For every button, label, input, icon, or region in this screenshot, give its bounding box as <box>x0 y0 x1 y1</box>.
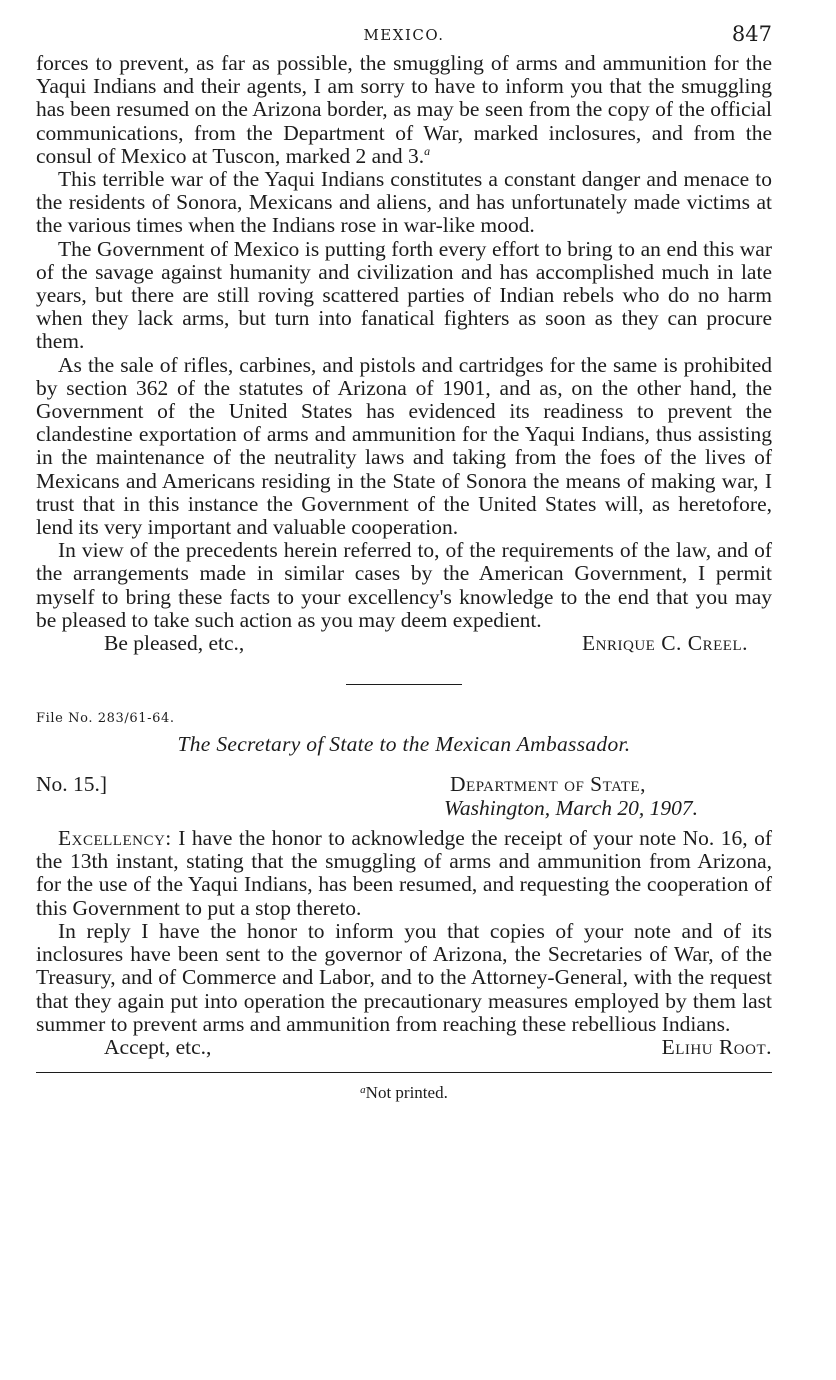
file-number: File No. 283/61-64. <box>36 711 175 727</box>
letter-body-1 <box>36 52 772 656</box>
paragraph: In reply I have the honor to inform you that copies of your note and of its inclosures have been sent to the governor of Arizona, the Secretaries of War, of the Treasury, and of Commerce and Labor, and to the Attorney-General, with the request that they again put into operation the precautionary measures employed by them last summer to prevent arms and ammunition from reaching these rebellious Indians. <box>36 918 772 1036</box>
paragraph-salutation: Excellency: I have the honor to acknowledge the receipt of your note No. 16, of the 13th instant, stating that the smuggling of arms and ammunition from Arizona, for the use of the Yaqui Indians, has been resumed, and requesting the cooperation of this Government to put a stop thereto. <box>36 826 772 920</box>
salutation: Excellency: <box>58 826 172 851</box>
running-head-title: MEXICO. <box>363 26 445 44</box>
place-date: Washington, March 20, 1907. <box>444 796 699 821</box>
footnote <box>36 1083 772 1103</box>
document-page <box>36 18 772 1103</box>
paragraph: The Government of Mexico is putting forth every effort to bring to an end this war of the savage against humanity and civilization and has accomplished much in late years, but there are still roving scattered parties of Indian rebels who do no harm when they lack arms, but turn into fanatical fighters as soon as they can procure them. <box>36 236 772 354</box>
paragraph: This terrible war of the Yaqui Indians constitutes a constant danger and menace to the residents of Sonora, Mexicans and aliens, and has unfortunately made victims at the various times when the Indians rose in war-like mood. <box>36 167 772 238</box>
footnote-marker: a <box>360 1083 366 1096</box>
signature: Enrique C. Creel. <box>582 631 748 656</box>
section-divider <box>346 684 462 685</box>
letter-title: The Secretary of State to the Mexican Ambassador. <box>177 732 631 757</box>
paragraph-continued: forces to prevent, as far as possible, the smuggling of arms and ammunition for the Yaqui Indians and their agents, I am sorry to have to inform you that the smuggling has been resumed on the Arizona border, as may be seen from the copy of the official communications, from the Department of War, marked inclosures, and from the consul of Mexico at Tuscon, marked 2 and 3.$^a$ <box>36 51 772 168</box>
closing-2 <box>36 1036 772 1060</box>
page-number: 847 <box>731 22 772 46</box>
footnote-text: Not printed. <box>365 1082 448 1102</box>
letter-number: No. 15.] <box>36 772 108 797</box>
footnote-reference: a <box>424 143 431 158</box>
letter-heading <box>36 771 772 827</box>
paragraph: In view of the precedents herein referred to, of the requirements of the law, and of the arrangements made in similar cases by the American Government, I permit myself to bring these facts to your excellency's knowledge to the end that you may be pleased to take such action as you may deem expedient. <box>36 538 772 632</box>
running-head <box>36 18 772 52</box>
closing-phrase: Accept, etc., <box>104 1034 212 1059</box>
footnote-rule <box>36 1072 772 1073</box>
department: Department of State, <box>450 772 646 797</box>
closing-1 <box>36 632 772 656</box>
paragraph: As the sale of rifles, carbines, and pistols and cartridges for the same is prohibited by section 362 of the statutes of Arizona of 1901, and as, on the other hand, the Government of the United States has evidenced its readiness to prevent the clandestine exportation of arms and ammunition for the Yaqui Indians, thus assisting in the maintenance of the neutrality laws and taking from the foes of the lives of Mexicans and Americans residing in the State of Sonora the means of making war, I trust that in this instance the Government of the United States will, as heretofore, lend its very important and valuable cooperation. <box>36 352 772 540</box>
closing-phrase: Be pleased, etc., <box>104 631 245 656</box>
signature: Elihu Root. <box>661 1034 772 1059</box>
